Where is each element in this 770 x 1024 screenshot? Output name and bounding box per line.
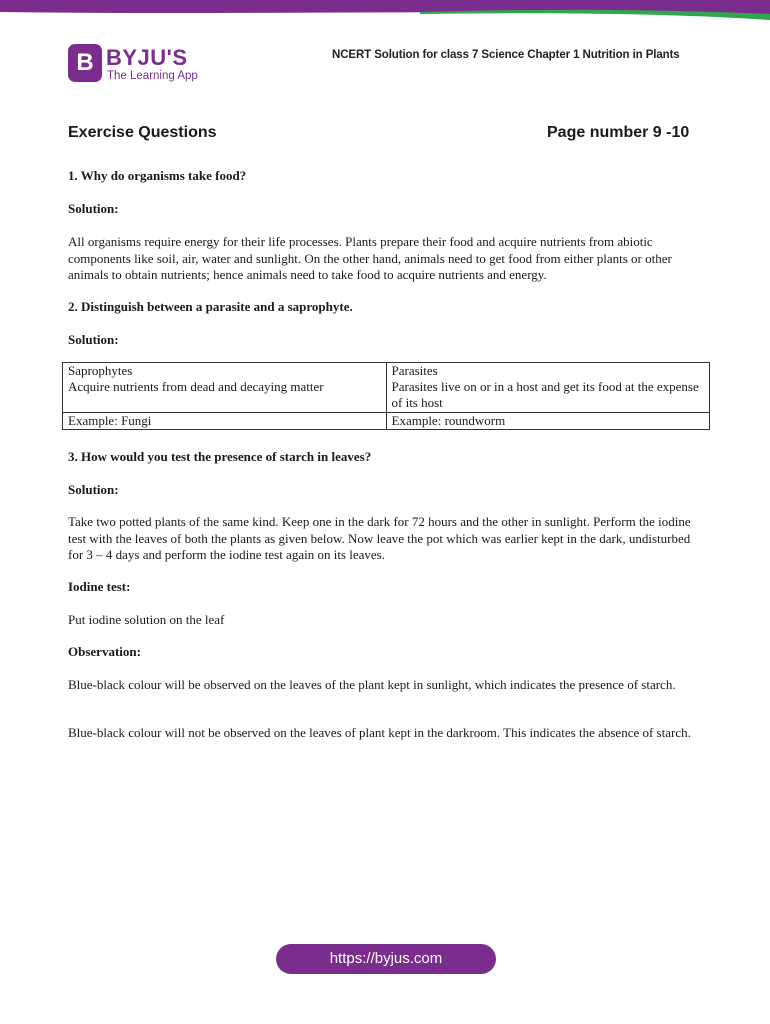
question-1: 1. Why do organisms take food? <box>68 168 247 183</box>
top-decorative-bar <box>0 0 770 20</box>
q3-answer: Take two potted plants of the same kind. Keep one in the dark for 72 hours and the other in sunlight. Perform the iodine test with the leaves of both the plants as given below. Now leave the pot which was earlier kept in the dark, undisturbed for 3 – 4 days and perform the iodine test again on its leaves. <box>68 514 691 562</box>
logo-badge: B <box>68 44 102 82</box>
observation-label: Observation: <box>68 644 141 659</box>
table-header-saprophytes: Saprophytes <box>63 363 387 380</box>
observation-1: Blue-black colour will be observed on the leaves of the plant kept in sunlight, which indicates the presence of starch. <box>68 677 676 692</box>
document-header-title: NCERT Solution for class 7 Science Chapter 1 Nutrition in Plants <box>332 49 680 61</box>
iodine-test-text: Put iodine solution on the leaf <box>68 612 225 627</box>
section-title: Exercise Questions <box>68 124 217 141</box>
observation-2: Blue-black colour will not be observed on the leaves of plant kept in the darkroom. This indicates the absence of starch. <box>68 725 691 740</box>
iodine-test-label: Iodine test: <box>68 579 131 594</box>
question-3: 3. How would you test the presence of starch in leaves? <box>68 449 372 464</box>
q1-answer: All organisms require energy for their life processes. Plants prepare their food and acquire nutrients from abiotic components like soil, air, water and sunlight. On the other hand, animals need to get food from either plants or other animals to obtain nutrients; hence animals need to take food to acquire nutrients and energy. <box>68 234 672 282</box>
footer-url-link[interactable]: https://byjus.com <box>276 944 496 974</box>
byjus-logo <box>68 44 208 86</box>
q3-solution-label: Solution: <box>68 482 119 497</box>
q1-solution-label: Solution: <box>68 201 119 216</box>
table-cell: Parasites live on or in a host and get its food at the expense of its host <box>386 379 710 413</box>
question-2: 2. Distinguish between a parasite and a saprophyte. <box>68 299 353 314</box>
page-number: Page number 9 -10 <box>547 124 690 141</box>
q2-solution-label: Solution: <box>68 332 119 347</box>
table-header-parasites: Parasites <box>386 363 710 380</box>
comparison-table <box>62 362 710 430</box>
logo-tagline: The Learning App <box>107 70 198 82</box>
table-cell: Example: Fungi <box>63 413 387 430</box>
table-cell: Example: roundworm <box>386 413 710 430</box>
logo-name: BYJU'S <box>106 45 188 70</box>
table-cell: Acquire nutrients from dead and decaying matter <box>63 379 387 413</box>
